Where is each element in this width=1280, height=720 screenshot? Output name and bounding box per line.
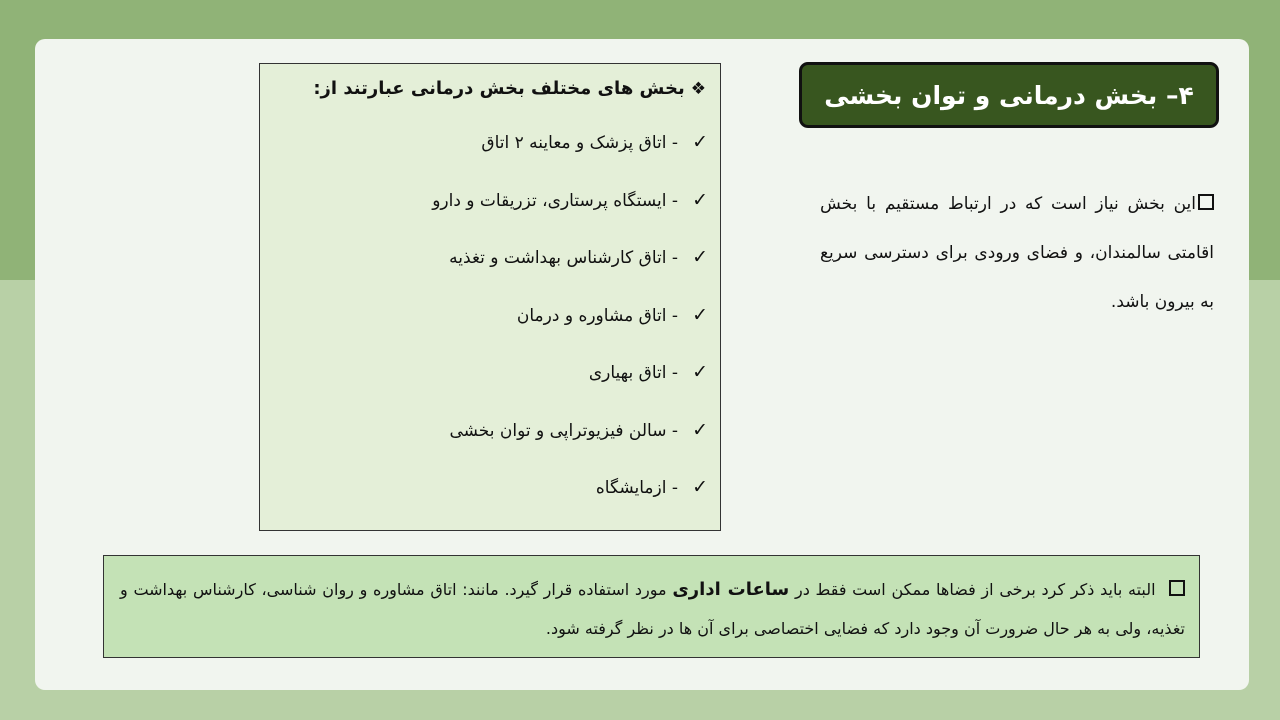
checkmark-icon: ✓	[692, 476, 708, 498]
intro-paragraph	[820, 180, 1214, 327]
title-box	[799, 62, 1219, 128]
list-item	[268, 189, 708, 247]
list-item-text: - ایستگاه پرستاری، تزریقات و دارو	[432, 190, 678, 211]
list-item-text: - اتاق بهیاری	[588, 363, 678, 383]
intro-text: این بخش نیاز است که در ارتباط مستقیم با بخش اقامتی سالمندان، و فضای ورودی برای دسترسی سریع به بیرون باشد.	[820, 194, 1214, 312]
checkmark-icon: ✓	[692, 188, 708, 211]
checkmark-icon: ✓	[692, 303, 708, 326]
list-item-text: - اتاق پزشک و معاینه ۲ اتاق	[481, 133, 678, 153]
note-paragraph	[120, 570, 1185, 648]
list-item	[268, 361, 708, 419]
list-item-text: - سالن فیزیوتراپی و توان بخشی	[449, 420, 678, 441]
note-box	[103, 555, 1200, 658]
note-text-after: مورد استفاده قرار گیرد. مانند: اتاق مشاوره و روان شناسی، کارشناس بهداشت و تغذیه، ولی به هر حال ضرورت آن وجود دارد که فضایی اختصاصی برای آن ها در نظر گرفته شود.	[120, 580, 1185, 638]
list-heading	[313, 78, 706, 99]
department-items	[268, 131, 708, 534]
list-item	[268, 419, 708, 477]
checkmark-icon: ✓	[692, 361, 708, 383]
diamond-bullet-icon: ❖	[690, 79, 706, 99]
checkmark-icon: ✓	[692, 131, 708, 153]
list-item-text: - ازمایشگاه	[595, 478, 678, 498]
checkmark-icon: ✓	[692, 418, 708, 441]
list-item	[268, 246, 708, 304]
list-item-text: - اتاق مشاوره و درمان	[516, 305, 678, 326]
square-bullet-icon	[1169, 580, 1185, 596]
page-title: ۴– بخش درمانی و توان بخشی	[824, 80, 1194, 110]
list-item	[268, 476, 708, 534]
list-item-text: - اتاق کارشناس بهداشت و تغذیه	[449, 248, 678, 268]
list-item	[268, 304, 708, 362]
list-heading-text: بخش های مختلف بخش درمانی عبارتند از:	[313, 78, 685, 99]
note-text-before: البته باید ذکر کرد برخی از فضاها ممکن است فقط در	[794, 580, 1156, 599]
square-bullet-icon	[1198, 194, 1214, 210]
checkmark-icon: ✓	[692, 246, 708, 268]
list-item	[268, 131, 708, 189]
note-bold-text: ساعات اداری	[672, 579, 790, 600]
departments-list-box	[259, 63, 721, 531]
